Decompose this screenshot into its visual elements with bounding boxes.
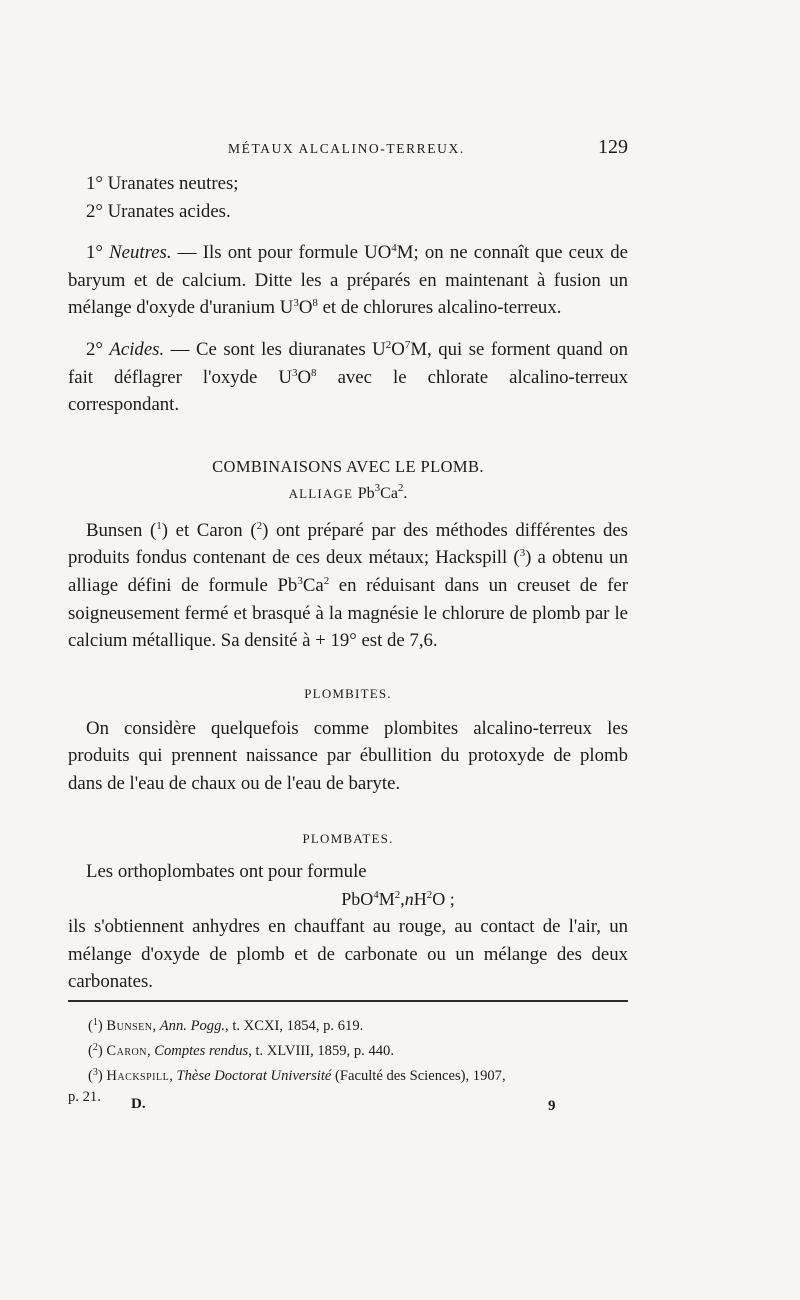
subheading-plombates: PLOMBATES.: [302, 830, 394, 846]
page-body: [68, 170, 628, 996]
list-item: 2° Uranates acides.: [86, 200, 231, 222]
footnote-ref[interactable]: 3: [519, 547, 526, 560]
numbering: 1°: [86, 242, 103, 264]
numbering: 2°: [86, 338, 103, 360]
subheading-plombites: PLOMBITES.: [304, 685, 392, 701]
footnotes: [68, 1012, 628, 1108]
signature-mark: D.: [131, 1096, 146, 1112]
list-item: 1° Uranates neutres;: [86, 173, 239, 194]
paragraph-acides: 2° Acides. — Ce sont les diuranates $U^2O^7M$, qui se forment quand on fait déflagrer l'oxyde $U^3O^8$ avec le chlorate alcalino-terreux correspondant.: [68, 338, 628, 416]
paragraph-plombites: On considère quelquefois comme plombites alcalino-terreux les produits qui prennent naissance par ébullition du protoxyde de plomb dans de l'eau de chaux ou de l'eau de baryte.: [68, 717, 628, 794]
footnote-2: ($^2$) Caron, Comptes rendus, t. XLVIII, 1859, p. 440.: [88, 1042, 394, 1059]
footnote-3-continuation: p. 21.: [68, 1089, 101, 1105]
term-acides: Acides.: [109, 338, 165, 360]
footnote-divider: [68, 1000, 628, 1002]
paragraph-plombates: ils s'obtiennent anhydres en chauffant au rouge, au contact de l'air, un mélange d'oxyde de plomb et de carbonate ou un mélange des deux carbonates.: [68, 916, 628, 993]
running-title: MÉTAUX ALCALINO-TERREUX.: [228, 141, 465, 156]
footnote-1: ($^1$) Bunsen, Ann. Pogg., t. XCXI, 1854, p. 619.: [88, 1017, 364, 1034]
paragraph-plombates-intro: Les orthoplombates ont pour formule: [86, 860, 367, 882]
footnote-ref[interactable]: 1: [156, 519, 162, 532]
subheading-alliage: ALLIAGE Pb$^3$Ca$^2$.: [288, 481, 408, 502]
term-neutres: Neutres.: [109, 242, 172, 264]
footnote-3: ($^3$) Hackspill, Thèse Doctorat Université (Faculté des Sciences), 1907,: [88, 1067, 506, 1084]
footnote-ref[interactable]: 2: [256, 519, 263, 532]
paragraph-neutres: 1° Neutres. — Ils ont pour formule $UO^4M$; on ne connaît que ceux de baryum et de calcium. Ditte les a préparés en maintenant à fusion un mélange d'oxyde d'uranium $U^3O^8$ et de chlorures alcalino-terreux.: [68, 242, 628, 319]
formula-orthoplombate: $PbO^4M^2,nH^2O$ ;: [341, 889, 455, 910]
page-header: [68, 138, 628, 164]
page-number: 129: [598, 136, 628, 158]
paragraph-alliage: Bunsen ($^1$) et Caron ($^2$) ont préparé par des méthodes différentes des produits fondus contenant de ces deux métaux; Hackspill ($^3$) a obtenu un alliage défini de formule Pb$^3$Ca$^2$ en réduisant dans un creuset de fer soigneusement fermé et brasqué à la magnésie le chlorure de plomb par le calcium métallique. Sa densité à + 19° est de 7,6.: [68, 519, 628, 652]
section-heading-plomb: COMBINAISONS AVEC LE PLOMB.: [212, 456, 484, 476]
sheet-number: 9: [548, 1098, 556, 1114]
